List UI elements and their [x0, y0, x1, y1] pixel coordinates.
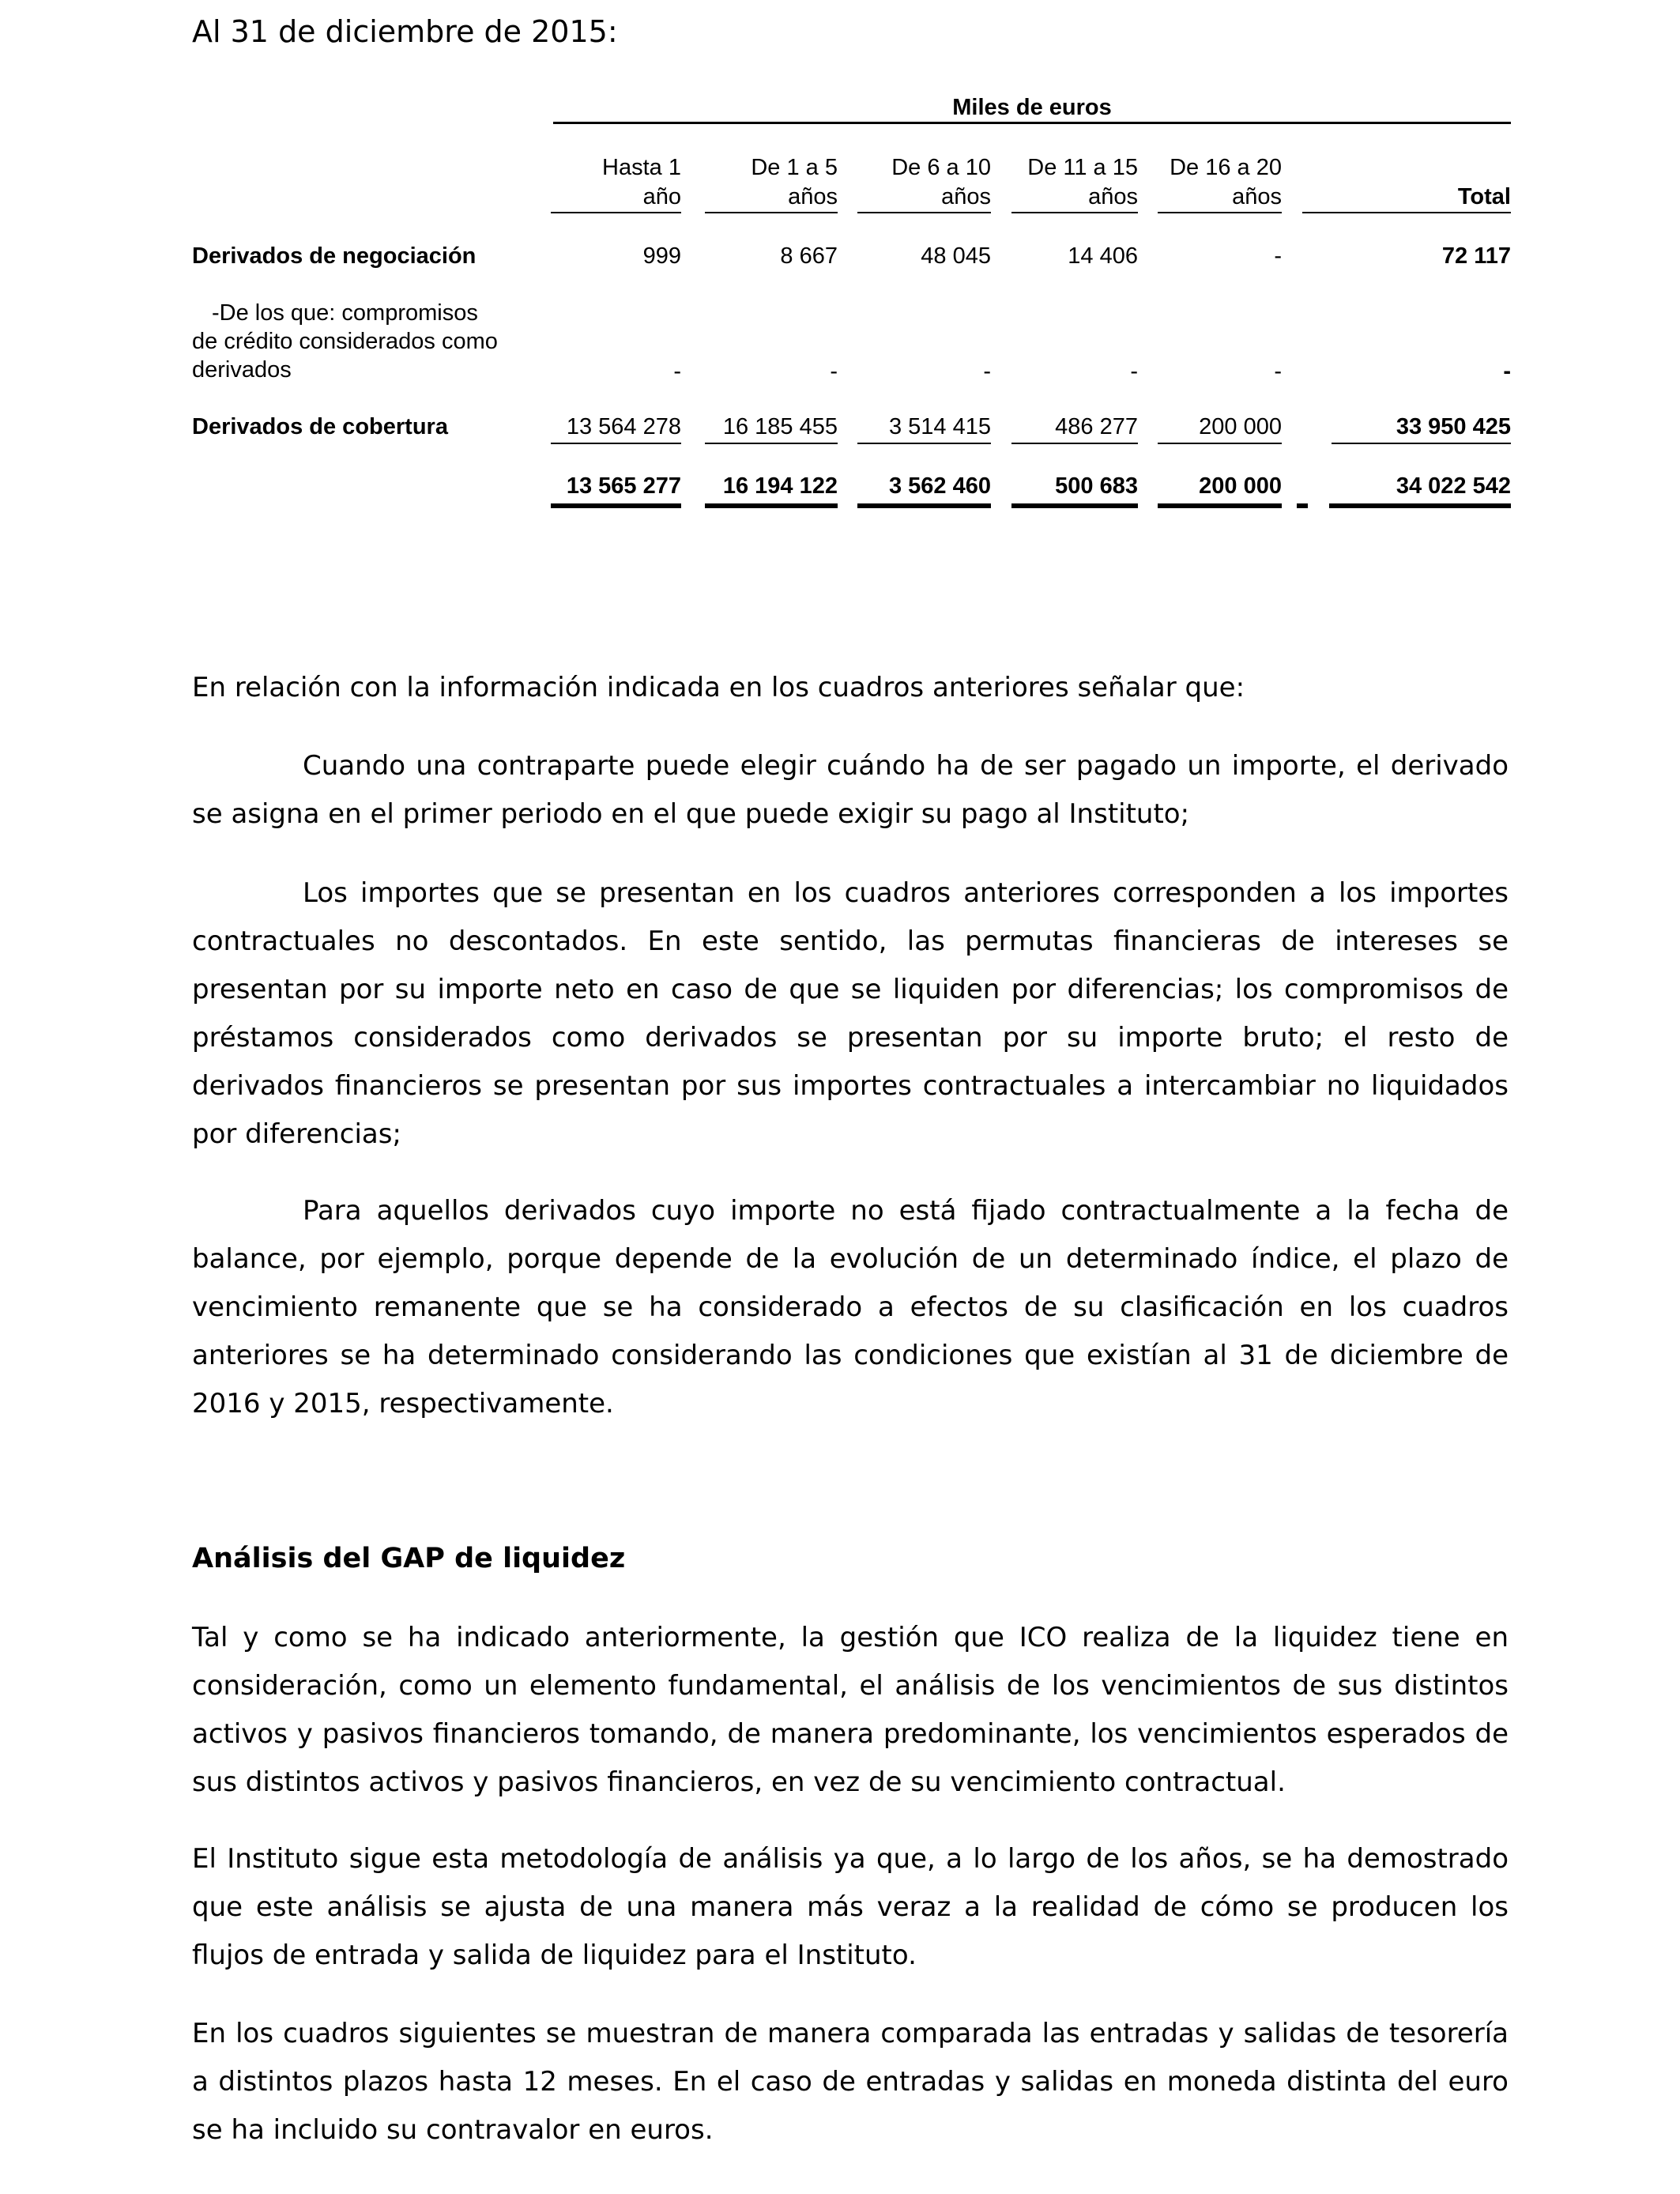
- total-rule-1: [551, 503, 681, 508]
- paragraph-undetermined: Para aquellos derivados cuyo importe no está fijado contractualmente a la fecha de balance, por ejemplo, porque depende de la evolución de un determinado índice, el plazo de vencimiento remanente que se ha considerado a efectos de su clasificación en los cuadros anteriores se ha determinado considerando las condiciones que existían al 31 de diciembre de 2016 y 2015, respectivamente.: [192, 1195, 1509, 1419]
- col-header-5-line2: años: [1232, 184, 1282, 209]
- table-cell: 13 564 278: [566, 414, 681, 439]
- table-cell: 8 667: [780, 243, 838, 269]
- row-label-compromisos-line2: de crédito considerados como: [192, 329, 498, 354]
- total-cell: 200 000: [1199, 473, 1282, 499]
- table-cell-total: 72 117: [1441, 243, 1511, 269]
- cobertura-rule-total: [1332, 443, 1511, 444]
- col-header-total: Total: [1457, 184, 1511, 209]
- total-cell: 3 562 460: [888, 473, 991, 499]
- section-heading-gap: Análisis del GAP de liquidez: [192, 1543, 626, 1574]
- table-cell: 48 045: [921, 243, 991, 269]
- paragraph-intro: En relación con la información indicada en los cuadros anteriores señalar que:: [192, 672, 1245, 703]
- table-cell: 200 000: [1199, 414, 1282, 439]
- table-cell: 14 406: [1068, 243, 1138, 269]
- total-rule-5: [1158, 503, 1282, 508]
- paragraph-counterparty: Cuando una contraparte puede elegir cuándo ha de ser pagado un importe, el derivado se asigna en el primer periodo en el que puede exigir su pago al Instituto;: [192, 750, 1509, 830]
- total-rule-gap-mark: [1297, 503, 1308, 508]
- cobertura-rule-1: [551, 443, 681, 444]
- col-header-5-rule: [1158, 212, 1282, 213]
- col-header-total-rule: [1302, 212, 1511, 213]
- col-header-4-rule: [1011, 212, 1138, 213]
- col-header-1-line2: año: [642, 184, 681, 209]
- col-header-2-line2: años: [788, 184, 838, 209]
- table-cell: 16 185 455: [722, 414, 838, 439]
- row-label-negociacion: Derivados de negociación: [192, 243, 477, 269]
- table-cell: -: [1274, 359, 1282, 384]
- cobertura-rule-4: [1011, 443, 1138, 444]
- table-cell-total: 33 950 425: [1396, 414, 1511, 439]
- paragraph-methodology: El Instituto sigue esta metodología de análisis ya que, a lo largo de los años, se ha demostrado que este análisis se ajusta de una manera más veraz a la realidad de cómo se producen los flujos de entrada y salida de liquidez para el Instituto.: [192, 1843, 1509, 1971]
- col-header-2-rule: [705, 212, 838, 213]
- total-rule-3: [857, 503, 991, 508]
- total-cell: 500 683: [1055, 473, 1138, 499]
- total-cell-grand: 34 022 542: [1396, 473, 1511, 499]
- col-header-3-line1: De 6 a 10: [891, 155, 991, 180]
- col-header-4-line1: De 11 a 15: [1027, 155, 1138, 180]
- total-rule-2: [705, 503, 838, 508]
- table-cell: -: [673, 359, 681, 384]
- row-label-compromisos-line3: derivados: [192, 357, 292, 383]
- maturity-table: [0, 0, 1680, 537]
- total-cell: 16 194 122: [722, 473, 838, 499]
- col-header-1-rule: [551, 212, 681, 213]
- paragraph-tables-following: En los cuadros siguientes se muestran de manera comparada las entradas y salidas de tesorería a distintos plazos hasta 12 meses. En el caso de entradas y salidas en moneda distinta del euro se ha incluido su contravalor en euros.: [192, 2018, 1509, 2146]
- row-label-cobertura: Derivados de cobertura: [192, 414, 448, 439]
- paragraph-amounts: Los importes que se presentan en los cuadros anteriores corresponden a los importes contractuales no descontados. En este sentido, las permutas financieras de intereses se presentan por su importe neto en caso de que se liquiden por diferencias; los compromisos de préstamos considerados como derivados se presentan por su importe bruto; el resto de derivados financieros se presentan por sus importes contractuales a intercambiar no liquidados por diferencias;: [192, 877, 1509, 1150]
- table-cell-total: -: [1503, 359, 1511, 384]
- col-header-1-line1: Hasta 1: [602, 155, 681, 180]
- col-header-4-line2: años: [1088, 184, 1138, 209]
- section-intro: Al 31 de diciembre de 2015:: [192, 14, 618, 49]
- unit-header-rule: [553, 122, 1511, 124]
- table-cell: -: [1274, 243, 1282, 269]
- total-rule-grand: [1329, 503, 1511, 508]
- table-cell: -: [830, 359, 838, 384]
- cobertura-rule-3: [857, 443, 991, 444]
- table-cell: -: [983, 359, 991, 384]
- cobertura-rule-5: [1158, 443, 1282, 444]
- total-rule-4: [1011, 503, 1138, 508]
- total-cell: 13 565 277: [566, 473, 681, 499]
- table-cell: 999: [642, 243, 681, 269]
- col-header-3-line2: años: [941, 184, 991, 209]
- table-cell: 486 277: [1055, 414, 1138, 439]
- unit-header: Miles de euros: [952, 95, 1112, 120]
- col-header-2-line1: De 1 a 5: [751, 155, 838, 180]
- row-label-compromisos-line1: -De los que: compromisos: [212, 300, 478, 326]
- col-header-3-rule: [857, 212, 991, 213]
- col-header-5-line1: De 16 a 20: [1170, 155, 1282, 180]
- table-cell: 3 514 415: [888, 414, 991, 439]
- paragraph-gap-management: Tal y como se ha indicado anteriormente, la gestión que ICO realiza de la liquidez tiene en consideración, como un elemento fundamental, el análisis de los vencimientos de sus distintos activos y pasivos financieros tomando, de manera predominante, los vencimientos esperados de sus distintos activos y pasivos financieros, en vez de su vencimiento contractual.: [192, 1622, 1509, 1798]
- table-cell: -: [1130, 359, 1138, 384]
- cobertura-rule-2: [705, 443, 838, 444]
